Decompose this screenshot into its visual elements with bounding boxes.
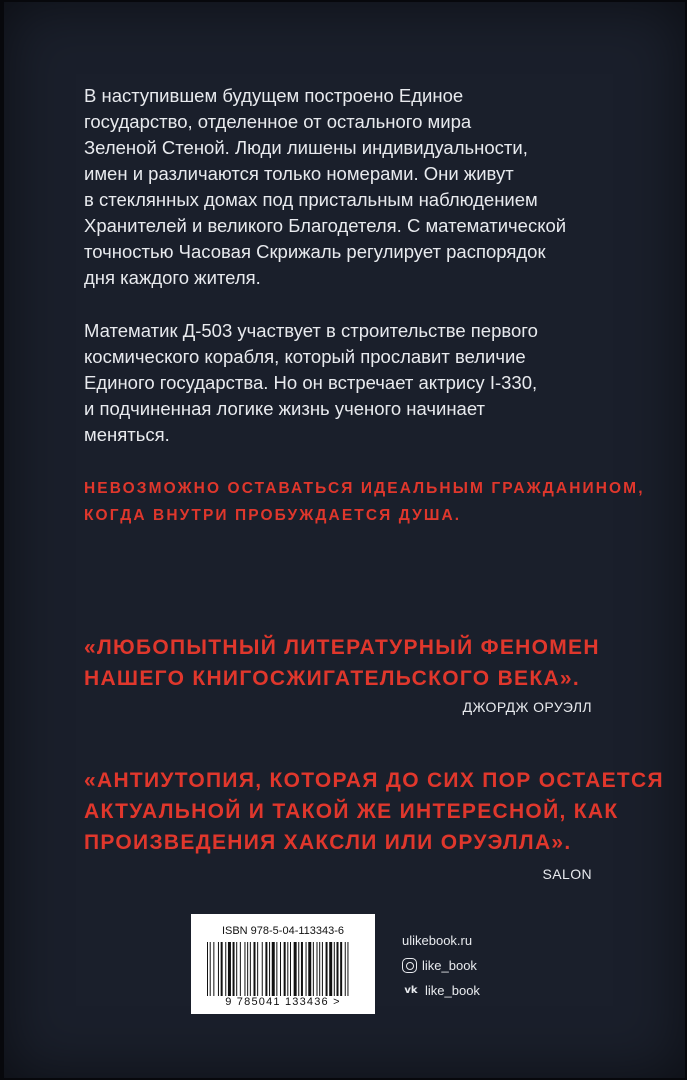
review-quote-salon xyxy=(84,765,664,858)
quote-line: ПРОИЗВЕДЕНИЯ ХАКСЛИ ИЛИ ОРУЭЛЛА». xyxy=(84,831,572,854)
vk-icon: vk xyxy=(404,985,418,996)
annotation-line: меняться. xyxy=(84,424,170,445)
annotation-line: дня каждого жителя. xyxy=(84,267,261,288)
annotation-line: в стеклянных домах под пристальным наблюдением xyxy=(84,189,538,210)
instagram-handle: like_book xyxy=(422,958,477,973)
tagline xyxy=(84,475,645,529)
vk-handle: like_book xyxy=(425,983,480,998)
barcode-digits: 9 785041 133436 > xyxy=(225,996,341,1008)
quote-author-salon: SALON xyxy=(542,866,592,882)
website-link[interactable] xyxy=(402,928,480,953)
annotation-paragraph-1 xyxy=(84,83,644,291)
quote-line: «АНТИУТОПИЯ, КОТОРАЯ ДО СИХ ПОР ОСТАЕТСЯ xyxy=(84,769,664,792)
annotation-line: космического корабля, который прославит величие xyxy=(84,346,526,367)
publisher-links xyxy=(402,928,480,1003)
book-back-cover xyxy=(4,2,685,1078)
annotation-line: В наступившем будущем построено Единое xyxy=(84,85,464,106)
instagram-icon xyxy=(402,958,417,973)
isbn-barcode xyxy=(191,914,375,1014)
annotation-line: Единого государства. Но он встречает актрису I-330, xyxy=(84,372,538,393)
isbn-number: ISBN 978-5-04-113343-6 xyxy=(221,925,345,937)
tagline-line: НЕВОЗМОЖНО ОСТАВАТЬСЯ ИДЕАЛЬНЫМ ГРАЖДАНИНОМ, xyxy=(84,480,645,497)
annotation-line: Хранителей и великого Благодетеля. С математической xyxy=(84,215,567,236)
quote-line: «ЛЮБОПЫТНЫЙ ЛИТЕРАТУРНЫЙ ФЕНОМЕН xyxy=(84,636,600,659)
quote-author-orwell: ДЖОРДЖ ОРУЭЛЛ xyxy=(462,699,592,715)
annotation-line: Математик Д-503 участвует в строительстве первого xyxy=(84,320,538,341)
annotation-line: государство, отделенное от остального мира xyxy=(84,111,472,132)
quote-line: АКТУАЛЬНОЙ И ТАКОЙ ЖЕ ИНТЕРЕСНОЙ, КАК xyxy=(84,800,619,823)
annotation-line: Зеленой Стеной. Люди лишены индивидуальности, xyxy=(84,137,528,158)
quote-line: НАШЕГО КНИГОСЖИГАТЕЛЬСКОГО ВЕКА». xyxy=(84,667,581,690)
annotation-line: и подчиненная логике жизнь ученого начинает xyxy=(84,398,485,419)
tagline-line: КОГДА ВНУТРИ ПРОБУЖДАЕТСЯ ДУША. xyxy=(84,507,462,524)
annotation-paragraph-2 xyxy=(84,318,644,448)
barcode-bars xyxy=(207,942,359,996)
vk-link[interactable] xyxy=(402,978,480,1003)
annotation-line: точностью Часовая Скрижаль регулирует распорядок xyxy=(84,241,546,262)
instagram-link[interactable] xyxy=(402,953,480,978)
website-label: ulikebook.ru xyxy=(402,933,473,948)
annotation-line: имен и различаются только номерами. Они живут xyxy=(84,163,514,184)
review-quote-orwell xyxy=(84,632,604,694)
